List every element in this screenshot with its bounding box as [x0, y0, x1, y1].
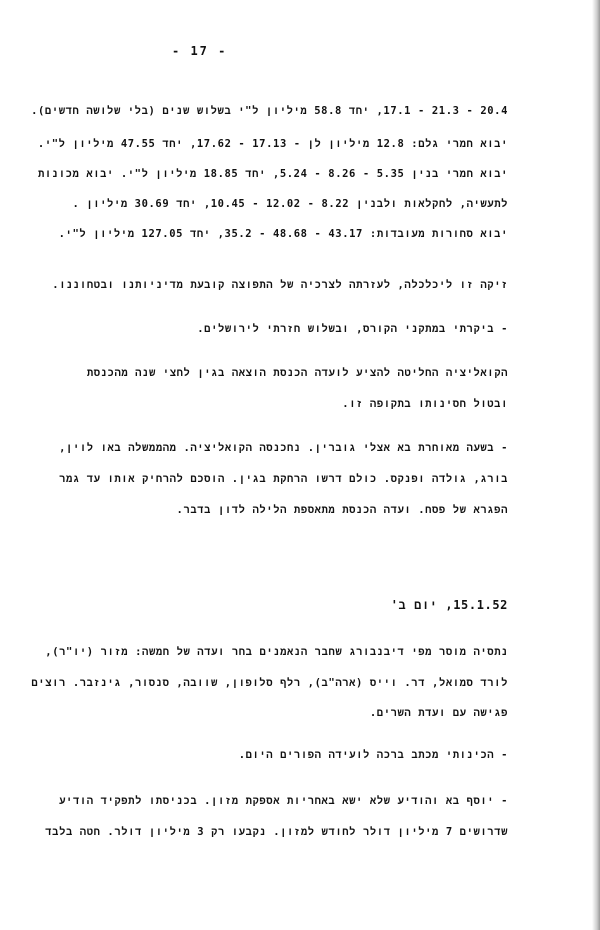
text-line: - יוסף בא והודיע שלא ישא באחריות אספקת מזון. בכניסתו לתפקיד הודיע: [59, 795, 508, 807]
text-line: זיקה זו ליכלכלה, לעזרתה לצרכיה של התפוצה קובעת מדיניותנו ובטחוננו.: [52, 279, 508, 291]
text-line: לורד סמואל, דר. וייס (ארה"ב), רלף סלופון, שוובה, סנסור, גינזבר. רוצים: [31, 677, 508, 689]
text-line: יבוא חמרי גלם: 12.8 מיליון לן - 17.13 - 17.62, יחד 47.55 מיליון ל"י.: [37, 138, 508, 150]
page-edge-shadow: [592, 0, 600, 930]
text-line: הקואליציה החליטה להציע לועדה הכנסת הוצאה בגין לחצי שנה מהכנסת: [86, 367, 508, 379]
text-line: יבוא סחורות מעובדות: 43.17 - 48.68 - 35.2, יחד 127.05 מיליון ל"י.: [58, 228, 508, 240]
date-heading: 15.1.52, יום ב': [390, 598, 508, 612]
text-line: 20.4 - 21.3 - 17.1, יחד 58.8 מיליון ל"י בשלוש שנים (בלי שלושה חדשים).: [31, 105, 508, 117]
text-line: נתסיה מוסר מפי דיבנבורג שחבר הנאמנים בחר ועדה של חמשה: מזור (יו"ר),: [45, 646, 508, 658]
text-line: פגישה עם ועדת השרים.: [369, 707, 508, 719]
text-line: - בשעה מאוחרת בא אצלי גוברין. נחכנסה הקואליציה. מהממשלה באו לוין,: [59, 442, 508, 454]
text-line: שדרושים 7 מיליון דולר לחודש למזון. נקבעו רק 3 מיליון דולר. חטה בלבד: [45, 826, 508, 838]
text-line: - הכינותי מכתב ברכה לועידה הפורים היום.: [238, 749, 508, 761]
text-line: בורג, גולדה ופנקס. כולם דרשו הרחקת בגין. הוסכם להרחיק אותו עד גמר: [59, 473, 508, 485]
text-line: ובטול חסינותו בתקופה זו.: [342, 398, 508, 410]
text-line: - ביקרתי במתקני הקורס, ובשלוש חזרתי לירושלים.: [197, 323, 508, 335]
page-number: - 17 -: [172, 44, 228, 58]
text-line: יבוא חמרי בנין 5.35 - 8.26 - 5.24, יחד 18.85 מיליון ל"י. יבוא מכונות: [38, 168, 508, 180]
text-line: לתעשיה, לחקלאות ולבנין 8.22 - 12.02 - 10.45, יחד 30.69 מיליון .: [72, 198, 508, 210]
text-line: הפגרא של פסח. ועדה הכנסת מתאספת הלילה לדון בדבר.: [176, 504, 508, 516]
